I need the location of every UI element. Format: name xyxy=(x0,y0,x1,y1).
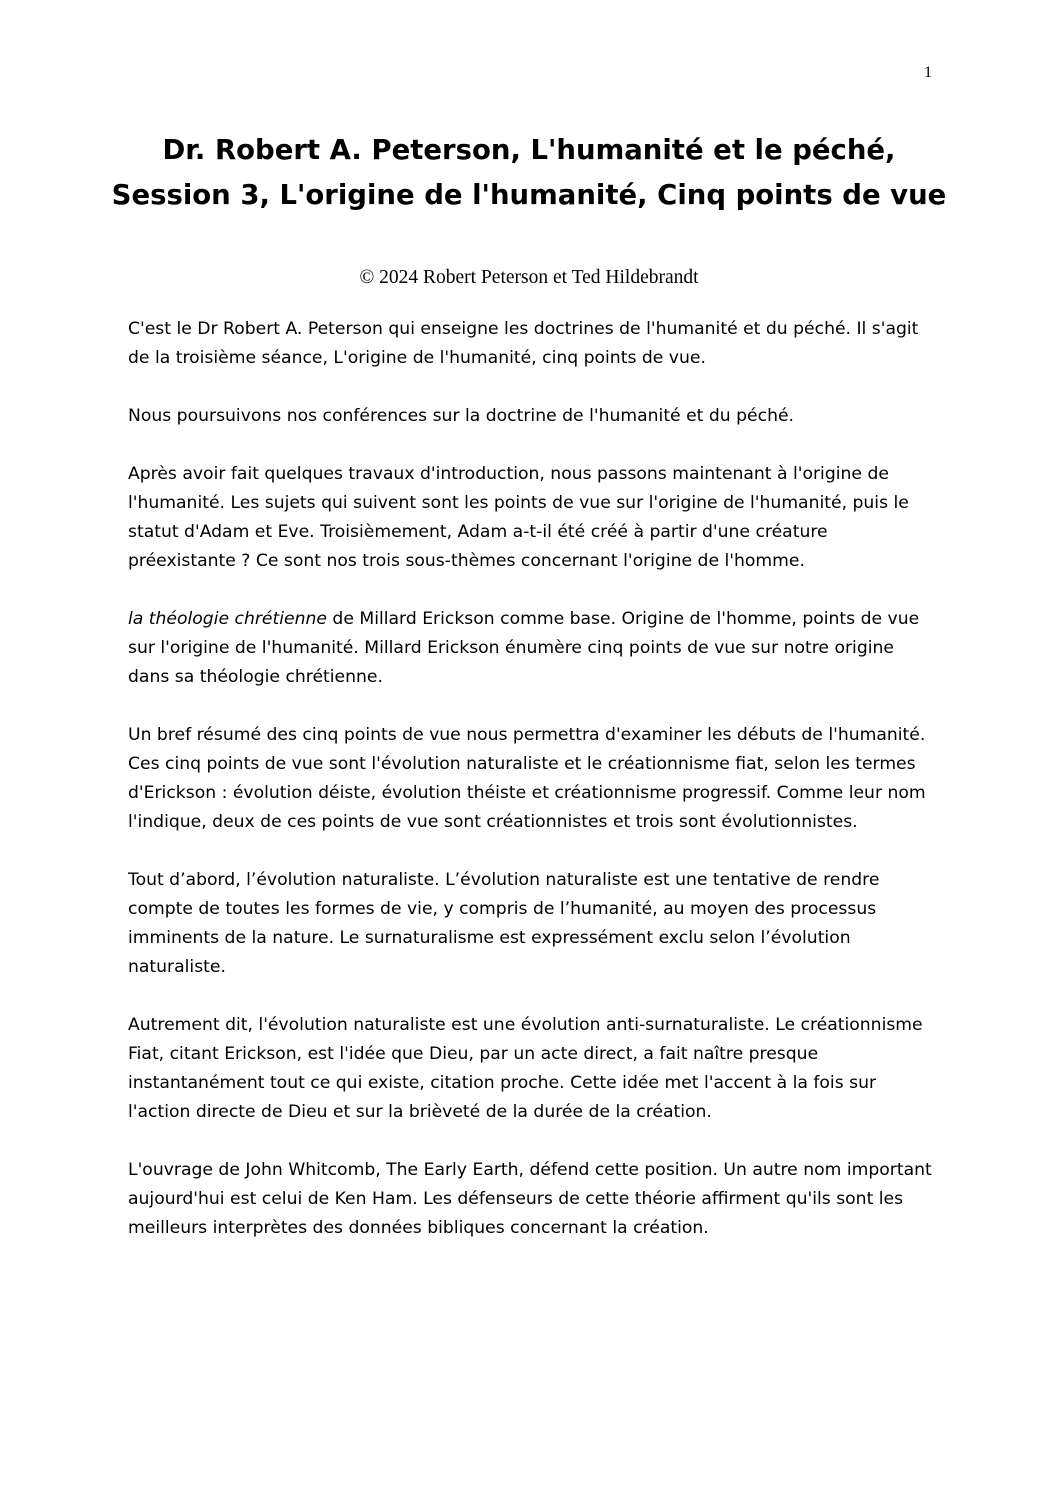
document-title: Dr. Robert A. Peterson, L'humanité et le péché, Session 3, L'origine de l'humanité, Cinq points de vue xyxy=(111,134,947,211)
paragraph-1: C'est le Dr Robert A. Peterson qui enseigne les doctrines de l'humanité et du péché. Il s'agit de la troisième séance, L'origine de l'humanité, cinq points de vue. xyxy=(128,319,919,368)
paragraph-3: Après avoir fait quelques travaux d'introduction, nous passons maintenant à l'origine de l'humanité. Les sujets qui suivent sont les points de vue sur l'origine de l'humanité, puis le statut d'Adam et Eve. Troisièmement, Adam a-t-il été créé à partir d'une créature préexistante ? Ce sont nos trois sous-thèmes concernant l'origine de l'homme. xyxy=(128,464,909,571)
paragraph-4 xyxy=(128,605,940,692)
copyright-line: © 2024 Robert Peterson et Ted Hildebrandt xyxy=(359,267,699,288)
paragraph-8: L'ouvrage de John Whitcomb, The Early Earth, défend cette position. Un autre nom important aujourd'hui est celui de Ken Ham. Les défenseurs de cette théorie affirment qu'ils sont les meilleurs interprètes des données bibliques concernant la création. xyxy=(128,1160,932,1238)
paragraph-4-text: de Millard Erickson comme base. Origine de l'homme, points de vue sur l'origine de l'humanité. Millard Erickson énumère cinq points de vue sur notre origine dans sa théologie chrétienne. xyxy=(128,609,920,687)
paragraph-6: Tout d’abord, l’évolution naturaliste. L’évolution naturaliste est une tentative de rendre compte de toutes les formes de vie, y compris de l’humanité, au moyen des processus imminents de la nature. Le surnaturalisme est expressément exclu selon l’évolution naturaliste. xyxy=(128,870,880,977)
paragraph-2: Nous poursuivons nos conférences sur la doctrine de l'humanité et du péché. xyxy=(128,406,794,426)
page-number: 1 xyxy=(924,64,932,81)
book-title-italic: la théologie chrétienne xyxy=(128,609,327,629)
document-body xyxy=(128,315,940,1272)
paragraph-7: Autrement dit, l'évolution naturaliste est une évolution anti-surnaturaliste. Le créationnisme Fiat, citant Erickson, est l'idée que Dieu, par un acte direct, a fait naître presque instantanément tout ce qui existe, citation proche. Cette idée met l'accent à la fois sur l'action directe de Dieu et sur la brièveté de la durée de la création. xyxy=(128,1015,923,1122)
paragraph-5: Un bref résumé des cinq points de vue nous permettra d'examiner les débuts de l'humanité. Ces cinq points de vue sont l'évolution naturaliste et le créationnisme fiat, selon les termes d'Erickson : évolution déiste, évolution théiste et créationnisme progressif. Comme leur nom l'indique, deux de ces points de vue sont créationnistes et trois sont évolutionnistes. xyxy=(128,725,926,832)
